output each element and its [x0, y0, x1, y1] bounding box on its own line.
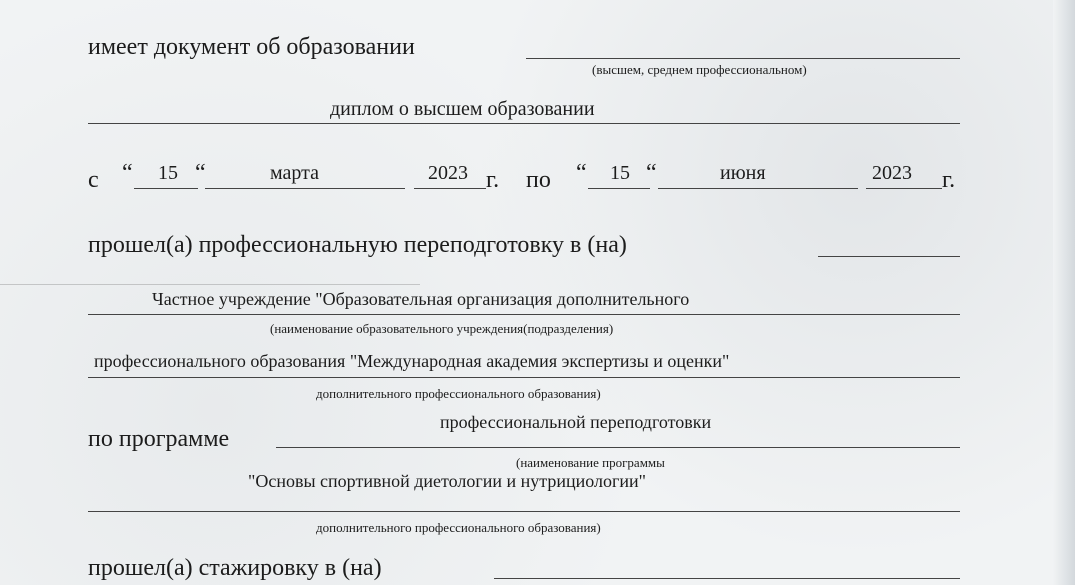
education-label: имеет документ об образовании [88, 34, 415, 60]
education-value-underline [88, 123, 960, 124]
to-day-open-quote: “ [576, 160, 587, 186]
internship-label: прошел(а) стажировку в (на) [88, 555, 382, 581]
retraining-org-line1: Частное учреждение "Образовательная организация дополнительного [152, 289, 690, 309]
period-prefix: с [88, 167, 99, 193]
program-hint1: (наименование программы [516, 455, 665, 470]
scan-artifact-line [0, 284, 420, 285]
from-year-underline [414, 188, 486, 189]
retraining-org-hint1: (наименование образовательного учреждения(подразделения) [270, 321, 614, 336]
retraining-label: прошел(а) профессиональную переподготовку в (на) [88, 232, 627, 258]
from-day-underline [134, 188, 198, 189]
program-hint2: дополнительного профессионального образования) [316, 520, 601, 535]
to-day-close-quote: “ [646, 160, 657, 186]
program-value-line2: "Основы спортивной диетологии и нутрициологии" [248, 471, 647, 491]
from-month-underline [205, 188, 405, 189]
retraining-org-line2: профессионального образования "Международная академия экспертизы и оценки" [94, 351, 730, 371]
retraining-org-hint2: дополнительного профессионального образования) [316, 386, 601, 401]
to-month: июня [720, 162, 766, 184]
retraining-org-line2-underline [88, 377, 960, 378]
to-year-suffix: г. [942, 167, 956, 193]
from-day-close-quote: “ [195, 160, 206, 186]
from-day: 15 [158, 162, 178, 184]
program-value-line2-underline [88, 511, 960, 512]
to-day-underline [588, 188, 650, 189]
internship-underline [494, 578, 960, 579]
from-year: 2023 [428, 162, 468, 184]
retraining-org-line1-underline [88, 314, 960, 315]
program-value-line1: профессиональной переподготовки [440, 412, 712, 432]
from-year-suffix: г. [486, 167, 500, 193]
from-day-open-quote: “ [122, 160, 133, 186]
education-underline [526, 58, 960, 59]
retraining-underline [818, 256, 960, 257]
program-label: по программе [88, 426, 230, 452]
education-hint: (высшем, среднем профессиональном) [592, 62, 807, 77]
to-day: 15 [610, 162, 630, 184]
program-underline [276, 447, 960, 448]
education-value: диплом о высшем образовании [330, 98, 595, 120]
from-month: марта [270, 162, 319, 184]
period-to-word: по [526, 167, 551, 193]
to-year: 2023 [872, 162, 912, 184]
to-year-underline [866, 188, 942, 189]
page-edge-shadow [1053, 0, 1075, 585]
to-month-underline [658, 188, 858, 189]
